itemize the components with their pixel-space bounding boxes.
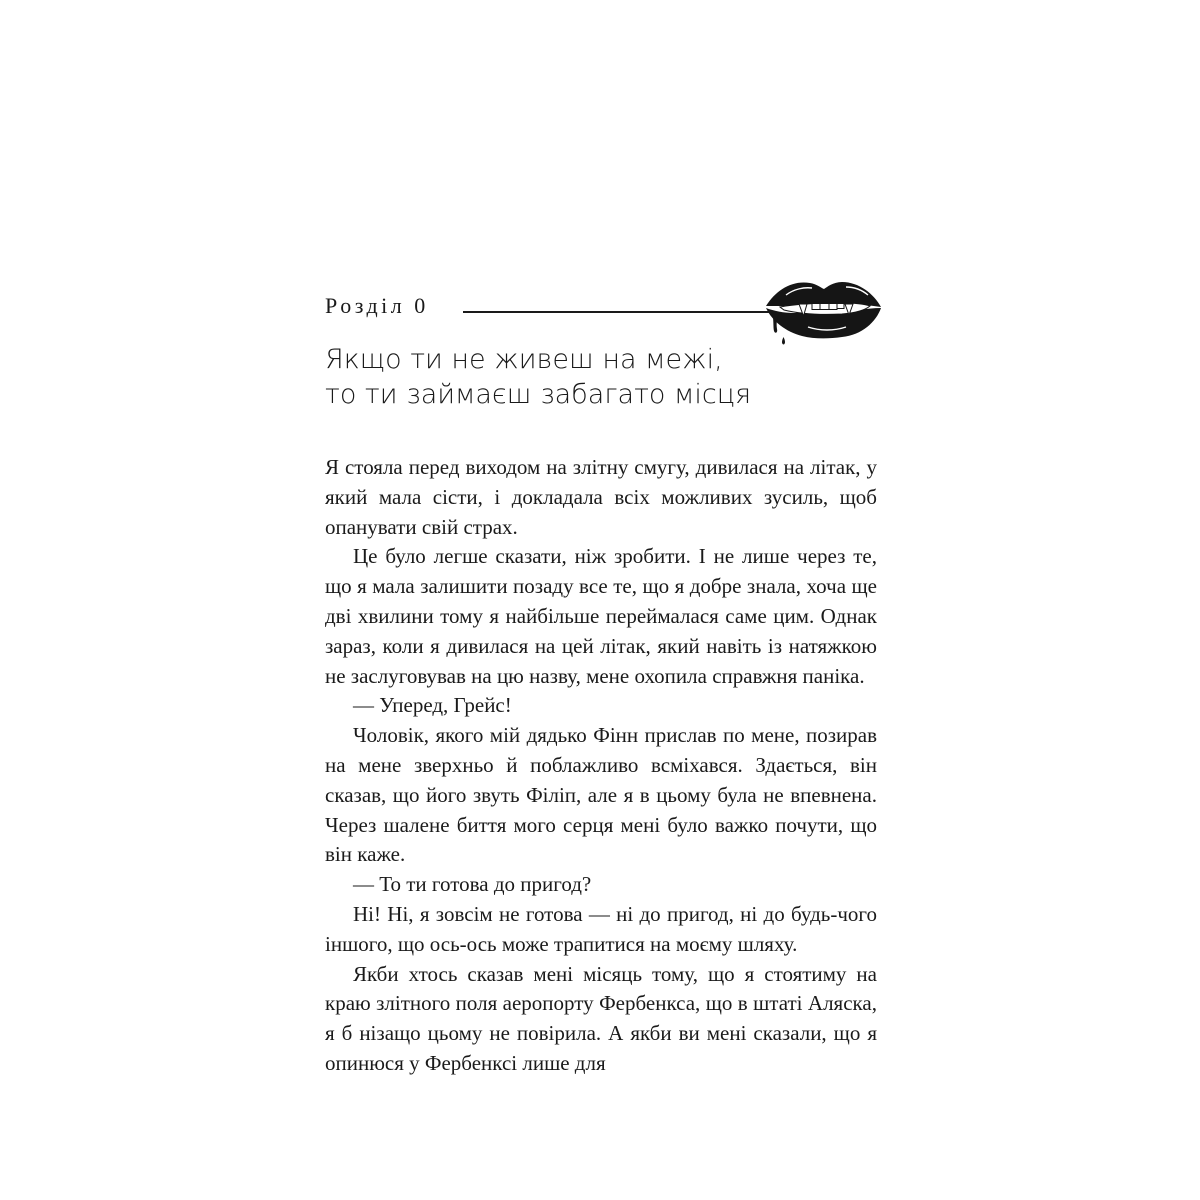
paragraph: Ні! Ні, я зовсім не готова — ні до пригод, ні до будь-чого іншого, що ось-ось може трапитися на моєму шляху. (325, 901, 877, 956)
chapter-label: Розділ 0 (325, 293, 429, 318)
chapter-title-line: Якщо ти не живеш на межі, (325, 344, 723, 375)
dialogue-line: — Уперед, Грейс! (353, 693, 512, 718)
dialogue-line: — То ти готова до пригод? (353, 872, 592, 897)
chapter-title (325, 342, 885, 412)
lips-with-fangs-icon (762, 275, 884, 347)
paragraph: Якби хтось сказав мені місяць тому, що я стоятиму на краю злітного поля аеропорту Фербенкса, що в штаті Аляска, я б нізащо цьому не повірила. А якби ви мені сказали, що я опинюся у Фербенксі лише для (325, 961, 877, 1075)
body-text (325, 453, 877, 1079)
chapter-title-line: то ти займаєш забагато місця (325, 379, 752, 410)
paragraph: Чоловік, якого мій дядько Фінн прислав по мене, позирав на мене зверхньо й поблажливо всміхався. Здається, він сказав, що його звуть Філіп, але я в цьому була не впевнена. Через шалене биття мого серця мені було важко почути, що він каже. (325, 723, 877, 867)
paragraph: Я стояла перед виходом на злітну смугу, дивилася на літак, у який мала сісти, і докладала всіх можливих зусиль, щоб опанувати свій страх. (325, 455, 877, 539)
paragraph: Це було легше сказати, ніж зробити. І не лише через те, що я мала залишити позаду все те, що я добре знала, хоча ще дві хвилини тому я найбільше переймалася саме цим. Однак зараз, коли я дивилася на цей літак, який навіть із натяжкою не заслуговував на цю назву, мене охопила справжня паніка. (325, 544, 877, 688)
chapter-divider-line (463, 311, 775, 313)
